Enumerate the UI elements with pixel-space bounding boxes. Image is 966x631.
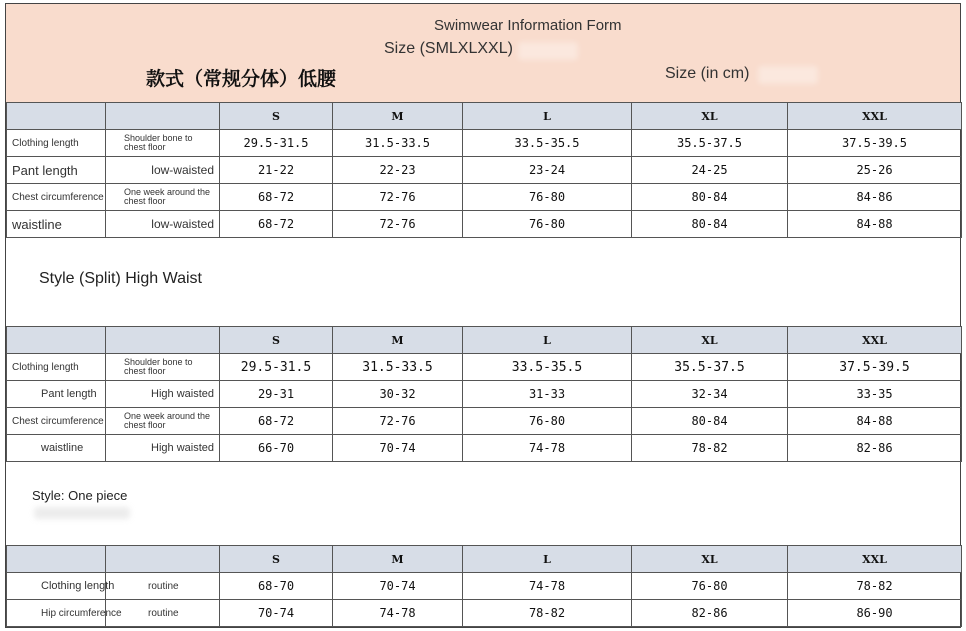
cell-value: 76-80: [463, 184, 632, 211]
blur-mark: [518, 42, 578, 60]
row-desc: One week around the chest floor: [106, 184, 220, 211]
swimwear-form: [5, 3, 961, 628]
cell-value: 68-72: [220, 408, 333, 435]
cell-value: 29.5-31.5: [220, 354, 333, 381]
row-label: waistline: [7, 211, 106, 238]
cell-value: 31.5-33.5: [333, 354, 463, 381]
section-title-one-piece: Style: One piece: [32, 488, 128, 503]
row-desc: High waisted: [106, 435, 220, 462]
table-row: [7, 184, 962, 211]
table-row: [7, 381, 962, 408]
size-header-m: M: [333, 546, 463, 573]
cell-value: 21-22: [220, 157, 333, 184]
cell-value: 25-26: [788, 157, 962, 184]
size-header-l: L: [463, 546, 632, 573]
size-range: Size (SMLXLXXL): [384, 40, 513, 57]
cell-value: 72-76: [333, 211, 463, 238]
cell-value: 80-84: [632, 184, 788, 211]
cell-value: 70-74: [333, 435, 463, 462]
cell-value: 37.5-39.5: [788, 130, 962, 157]
header-cell-blank: [106, 103, 220, 130]
size-header-xl: XL: [632, 103, 788, 130]
size-header-xxl: XXL: [788, 327, 962, 354]
cell-value: 72-76: [333, 184, 463, 211]
cell-value: 74-78: [333, 600, 463, 627]
row-label: Clothing length: [7, 130, 106, 157]
cell-value: 23-24: [463, 157, 632, 184]
cell-value: 74-78: [463, 435, 632, 462]
cell-value: 82-86: [632, 600, 788, 627]
row-desc: Shoulder bone to chest floor: [106, 130, 220, 157]
row-desc: High waisted: [106, 381, 220, 408]
cell-value: 31-33: [463, 381, 632, 408]
table-row: [7, 600, 962, 627]
row-label: Hip circumference: [7, 600, 106, 627]
header-cell-blank: [106, 546, 220, 573]
row-desc: low-waisted: [106, 157, 220, 184]
size-header-xxl: XXL: [788, 546, 962, 573]
cell-value: 35.5-37.5: [632, 354, 788, 381]
cell-value: 74-78: [463, 573, 632, 600]
cell-value: 84-88: [788, 408, 962, 435]
row-label: Clothing length: [7, 573, 106, 600]
cell-value: 78-82: [788, 573, 962, 600]
size-table-one-piece: [6, 545, 962, 627]
style-title-cn: 款式（常规分体）低腰: [146, 68, 337, 90]
cell-value: 76-80: [463, 211, 632, 238]
row-desc: One week around the chest floor: [106, 408, 220, 435]
row-desc: low-waisted: [106, 211, 220, 238]
header-cell-blank: [7, 103, 106, 130]
size-header-xl: XL: [632, 327, 788, 354]
row-label: Pant length: [7, 157, 106, 184]
cell-value: 66-70: [220, 435, 333, 462]
cell-value: 29.5-31.5: [220, 130, 333, 157]
cell-value: 78-82: [463, 600, 632, 627]
table-row: [7, 130, 962, 157]
header-cell-blank: [7, 546, 106, 573]
cell-value: 33.5-35.5: [463, 354, 632, 381]
row-label: Chest circumference: [7, 408, 106, 435]
table-header-row: [7, 103, 962, 130]
size-header-l: L: [463, 103, 632, 130]
cell-value: 29-31: [220, 381, 333, 408]
header-cell-blank: [7, 327, 106, 354]
row-label: Chest circumference: [7, 184, 106, 211]
size-header-s: S: [220, 546, 333, 573]
table-header-row: [7, 546, 962, 573]
row-desc: routine: [106, 573, 220, 600]
table-row: [7, 354, 962, 381]
table-row: [7, 211, 962, 238]
cell-value: 70-74: [333, 573, 463, 600]
blur-mark: [34, 507, 130, 519]
form-title: Swimwear Information Form: [434, 17, 622, 34]
size-header-s: S: [220, 327, 333, 354]
unit-label: Size (in cm): [665, 65, 750, 82]
cell-value: 82-86: [788, 435, 962, 462]
row-label: Clothing length: [7, 354, 106, 381]
cell-value: 76-80: [632, 573, 788, 600]
cell-value: 32-34: [632, 381, 788, 408]
table-row: [7, 573, 962, 600]
size-header-m: M: [333, 103, 463, 130]
cell-value: 33.5-35.5: [463, 130, 632, 157]
cell-value: 22-23: [333, 157, 463, 184]
row-desc: routine: [106, 600, 220, 627]
cell-value: 68-72: [220, 184, 333, 211]
table-row: [7, 408, 962, 435]
size-header-s: S: [220, 103, 333, 130]
table-row: [7, 435, 962, 462]
cell-value: 76-80: [463, 408, 632, 435]
cell-value: 68-70: [220, 573, 333, 600]
cell-value: 37.5-39.5: [788, 354, 962, 381]
cell-value: 72-76: [333, 408, 463, 435]
size-header-xxl: XXL: [788, 103, 962, 130]
size-header-xl: XL: [632, 546, 788, 573]
table-row: [7, 157, 962, 184]
size-header-m: M: [333, 327, 463, 354]
cell-value: 31.5-33.5: [333, 130, 463, 157]
cell-value: 80-84: [632, 408, 788, 435]
cell-value: 78-82: [632, 435, 788, 462]
row-label: waistline: [7, 435, 106, 462]
cell-value: 35.5-37.5: [632, 130, 788, 157]
section-band-one-piece: [6, 463, 961, 546]
cell-value: 24-25: [632, 157, 788, 184]
blur-mark: [758, 66, 818, 84]
size-header-l: L: [463, 327, 632, 354]
cell-value: 33-35: [788, 381, 962, 408]
size-table-low-waist: [6, 102, 962, 238]
size-table-high-waist: [6, 326, 962, 462]
cell-value: 84-86: [788, 184, 962, 211]
row-label: Pant length: [7, 381, 106, 408]
header-cell-blank: [106, 327, 220, 354]
section-title-high-waist: Style (Split) High Waist: [39, 270, 202, 287]
form-header: [6, 4, 960, 103]
cell-value: 80-84: [632, 211, 788, 238]
cell-value: 30-32: [333, 381, 463, 408]
cell-value: 86-90: [788, 600, 962, 627]
table-header-row: [7, 327, 962, 354]
cell-value: 68-72: [220, 211, 333, 238]
cell-value: 84-88: [788, 211, 962, 238]
cell-value: 70-74: [220, 600, 333, 627]
row-desc: Shoulder bone to chest floor: [106, 354, 220, 381]
